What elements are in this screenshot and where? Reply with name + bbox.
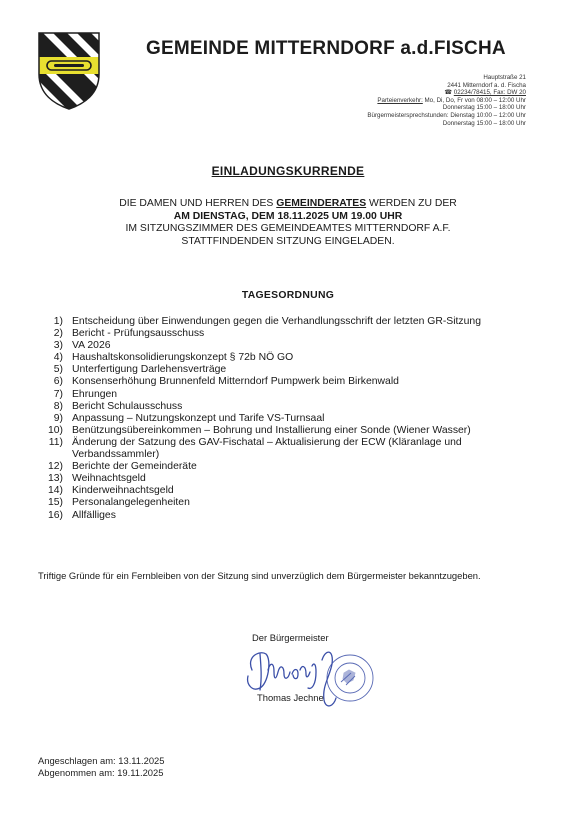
mayor-hours-line: Bürgermeistersprechstunden: Dienstag 10:00 – 12:00 Uhr: [367, 111, 526, 119]
signer-name: Thomas Jechne: [257, 692, 324, 703]
invitation-line: STATTFINDENDEN SITZUNG EINGELADEN.: [181, 235, 395, 247]
office-hours-line: Parteienverkehr: Mo, Di, Do, Fr von 08:00 – 12:00 Uhr: [377, 96, 526, 104]
agenda-item-number: 15): [47, 497, 63, 509]
absence-notice: Triftige Gründe für ein Fernbleiben von der Sitzung sind unverzüglich dem Bürgermeister bekanntzugeben.: [38, 570, 481, 581]
mayor-hours-line: Donnerstag 15:00 – 18:00 Uhr: [442, 119, 526, 127]
agenda-item-text: Allfälliges: [72, 509, 116, 521]
agenda-item-text: Konsenserhöhung Brunnenfeld Mitterndorf Pumpwerk beim Birkenwald: [72, 376, 399, 388]
agenda-item: [40, 497, 540, 509]
agenda-item-number: 9): [53, 412, 63, 424]
invitation-line: DIE DAMEN UND HERREN DES GEMEINDERATES WERDEN ZU DER: [119, 198, 457, 209]
agenda-item-number: 5): [53, 364, 63, 376]
agenda-item: [40, 473, 540, 485]
agenda-heading: TAGESORDNUNG: [241, 290, 335, 301]
posted-date: Angeschlagen am: 13.11.2025: [38, 755, 165, 766]
agenda-item-number: 2): [53, 328, 63, 340]
agenda-item: [40, 316, 540, 328]
signer-role: Der Bürgermeister: [252, 632, 329, 643]
agenda-item: [40, 352, 540, 364]
agenda-item: [40, 510, 540, 522]
agenda-item-text: Haushaltskonsolidierungskonzept § 72b NÖ GO: [72, 352, 294, 364]
meeting-date: AM DIENSTAG, DEM 18.11.2025 UM 19.00 UHR: [173, 210, 403, 222]
agenda-item: [40, 376, 540, 388]
official-stamp: [327, 655, 373, 701]
document-title: EINLADUNGSKURRENDE: [211, 164, 365, 178]
agenda-item-number: 6): [53, 376, 63, 388]
address-line: Hauptstraße 21: [483, 74, 526, 81]
posting-dates: [38, 755, 164, 779]
agenda-item: [40, 437, 540, 461]
agenda-item-text: Personalangelegenheiten: [72, 497, 190, 509]
removed-date: Abgenommen am: 19.11.2025: [38, 767, 164, 778]
agenda-item-number: 4): [53, 352, 63, 364]
agenda-item-text: Bericht - Prüfungsausschuss: [72, 328, 205, 340]
agenda-item: [40, 425, 540, 437]
agenda-item-number: 12): [47, 461, 63, 473]
agenda-item-number: 16): [47, 509, 63, 521]
signature-and-stamp: [238, 640, 374, 716]
agenda-item-text: Änderung der Satzung des GAV-Fischatal – Aktualisierung der ECW (Kläranlage und Verbandssammler): [72, 436, 462, 461]
invitation-text: [0, 198, 576, 248]
phone-icon: ☎: [444, 89, 453, 97]
agenda-item-text: Berichte der Gemeinderäte: [72, 461, 197, 473]
agenda-item-number: 11): [48, 436, 63, 448]
agenda-item: [40, 340, 540, 352]
agenda-item-text: Ehrungen: [72, 388, 118, 400]
address-block: [276, 74, 526, 127]
agenda-item: [40, 485, 540, 497]
agenda-item-number: 3): [53, 340, 63, 352]
agenda-item-text: Entscheidung über Einwendungen gegen die Verhandlungsschrift der letzten GR-Sitzung: [72, 316, 481, 327]
agenda-item: [40, 461, 540, 473]
agenda-item-number: 13): [47, 473, 63, 485]
agenda-item-number: 14): [47, 485, 63, 497]
agenda-item-number: 7): [53, 388, 63, 400]
agenda-item: [40, 389, 540, 401]
address-line: 2441 Mitterndorf a. d. Fischa: [447, 81, 526, 89]
agenda-item-number: 1): [53, 316, 63, 327]
agenda-item: [40, 364, 540, 376]
agenda-item-text: Unterfertigung Darlehensverträge: [72, 364, 227, 376]
agenda-item-number: 8): [53, 400, 63, 412]
agenda-item-text: VA 2026: [72, 340, 111, 352]
agenda-item-text: Anpassung – Nutzungskonzept und Tarife VS-Turnsaal: [72, 412, 325, 424]
office-hours-line: Donnerstag 15:00 – 18:00 Uhr: [442, 104, 526, 112]
agenda-item: [40, 413, 540, 425]
meeting-location: IM SITZUNGSZIMMER DES GEMEINDEAMTES MITTERNDORF A.F.: [125, 223, 451, 235]
agenda-item-number: 10): [47, 424, 63, 436]
municipality-name: GEMEINDE MITTERNDORF a.d.FISCHA: [146, 38, 506, 59]
agenda-item-text: Weihnachtsgeld: [72, 473, 146, 485]
agenda-item-text: Benützungsübereinkommen – Bohrung und Installierung einer Sonde (Wiener Wasser): [72, 424, 471, 436]
municipal-crest: [38, 32, 100, 110]
agenda-item: [40, 401, 540, 413]
agenda-list: [40, 316, 540, 522]
agenda-item-text: Kinderweihnachtsgeld: [72, 485, 174, 497]
phone-line: ☎ 02234/78415, Fax: DW 20: [444, 89, 526, 97]
agenda-item: [40, 328, 540, 340]
agenda-item-text: Bericht Schulausschuss: [72, 400, 183, 412]
